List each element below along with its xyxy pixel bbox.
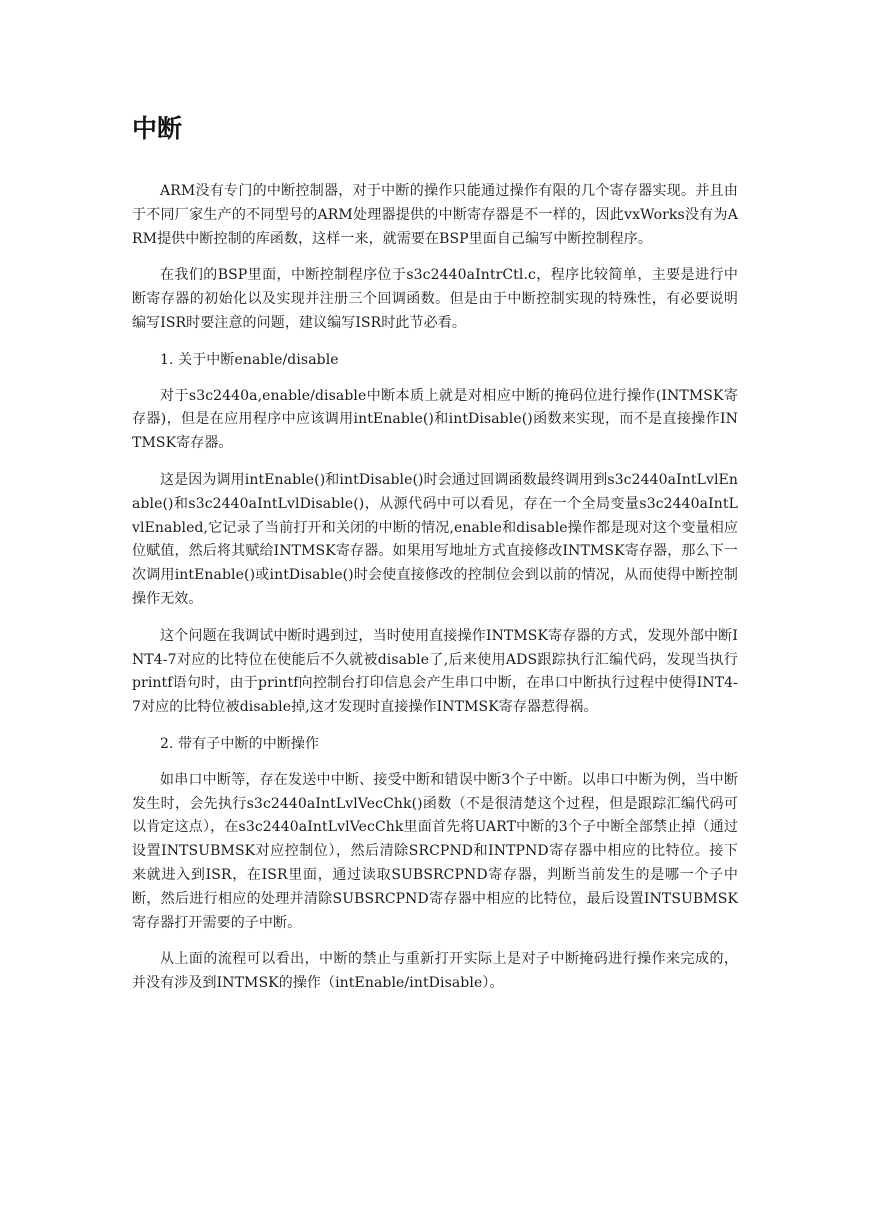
paragraph-intmsk: 对于s3c2440a,enable/disable中断本质上就是对相应中断的掩码位进行操作(INTMSK寄存器)，但是在应用程序中应该调用intEnable()和intDisable()函数来实现，而不是直接操作INTMSK寄存器。 <box>132 387 738 452</box>
paragraph-bsp-location: 在我们的BSP里面，中断控制程序位于s3c2440aIntrCtl.c，程序比较简单，主要是进行中断寄存器的初始化以及实现并注册三个回调函数。但是由于中断控制实现的特殊性，有必要说明编写ISR时要注意的问题，建议编写ISR时此节必看。 <box>132 267 738 331</box>
paragraph-conclusion: 从上面的流程可以看出，中断的禁止与重新打开实际上是对子中断掩码进行操作来完成的，并没有涉及到INTMSK的操作（intEnable/intDisable）。 <box>132 951 738 992</box>
document-body <box>132 112 738 1009</box>
paragraph-callback: 这是因为调用intEnable()和intDisable()时会通过回调函数最终调用到s3c2440aIntLvlEnable()和s3c2440aIntLvlDisable()，从源代码中可以看见，存在一个全局变量s3c2440aIntLvlEnabled,它记录了当前打开和关闭的中断的情况,enable和disable操作都是现对这个变量相应位赋值，然后将其赋给INTMSK寄存器。如果用写地址方式直接修改INTMSK寄存器，那么下一次调用intEnable()或intDisable()时会使直接修改的控制位会到以前的情况，从而使得中断控制操作无效。 <box>132 471 738 607</box>
page-title: 中断 <box>132 114 183 143</box>
section-heading-sub-interrupt: 2. 带有子中断的中断操作 <box>160 735 320 752</box>
paragraph-debug-experience: 这个问题在我调试中断时遇到过，当时使用直接操作INTMSK寄存器的方式，发现外部中断INT4-7对应的比特位在使能后不久就被disable了,后来使用ADS跟踪执行汇编代码，发现当执行printf语句时，由于printf向控制台打印信息会产生串口中断，在串口中断执行过程中使得INT4-7对应的比特位被disable掉,这才发现时直接操作INTMSK寄存器惹得祸。 <box>132 627 738 716</box>
section-heading-enable-disable: 1. 关于中断enable/disable <box>160 351 339 368</box>
paragraph-uart-sub-interrupt: 如串口中断等，存在发送中中断、接受中断和错误中断3个子中断。以串口中断为例，当中断发生时，会先执行s3c2440aIntLvlVecChk()函数（不是很清楚这个过程，但是跟踪汇编代码可以肯定这点），在s3c2440aIntLvlVecChk里面首先将UART中断的3个子中断全部禁止掉（通过设置INTSUBMSK对应控制位），然后清除SRCPND和INTPND寄存器中相应的比特位。接下来就进入到ISR，在ISR里面，通过读取SUBSRCPND寄存器，判断当前发生的是哪一个子中断，然后进行相应的处理并清除SUBSRCPND寄存器中相应的比特位，最后设置INTSUBMSK寄存器打开需要的子中断。 <box>132 771 738 931</box>
paragraph-intro: ARM没有专门的中断控制器，对于中断的操作只能通过操作有限的几个寄存器实现。并且由于不同厂家生产的不同型号的ARM处理器提供的中断寄存器是不一样的，因此vxWorks没有为ARM提供中断控制的库函数，这样一来，就需要在BSP里面自己编写中断控制程序。 <box>132 183 738 247</box>
